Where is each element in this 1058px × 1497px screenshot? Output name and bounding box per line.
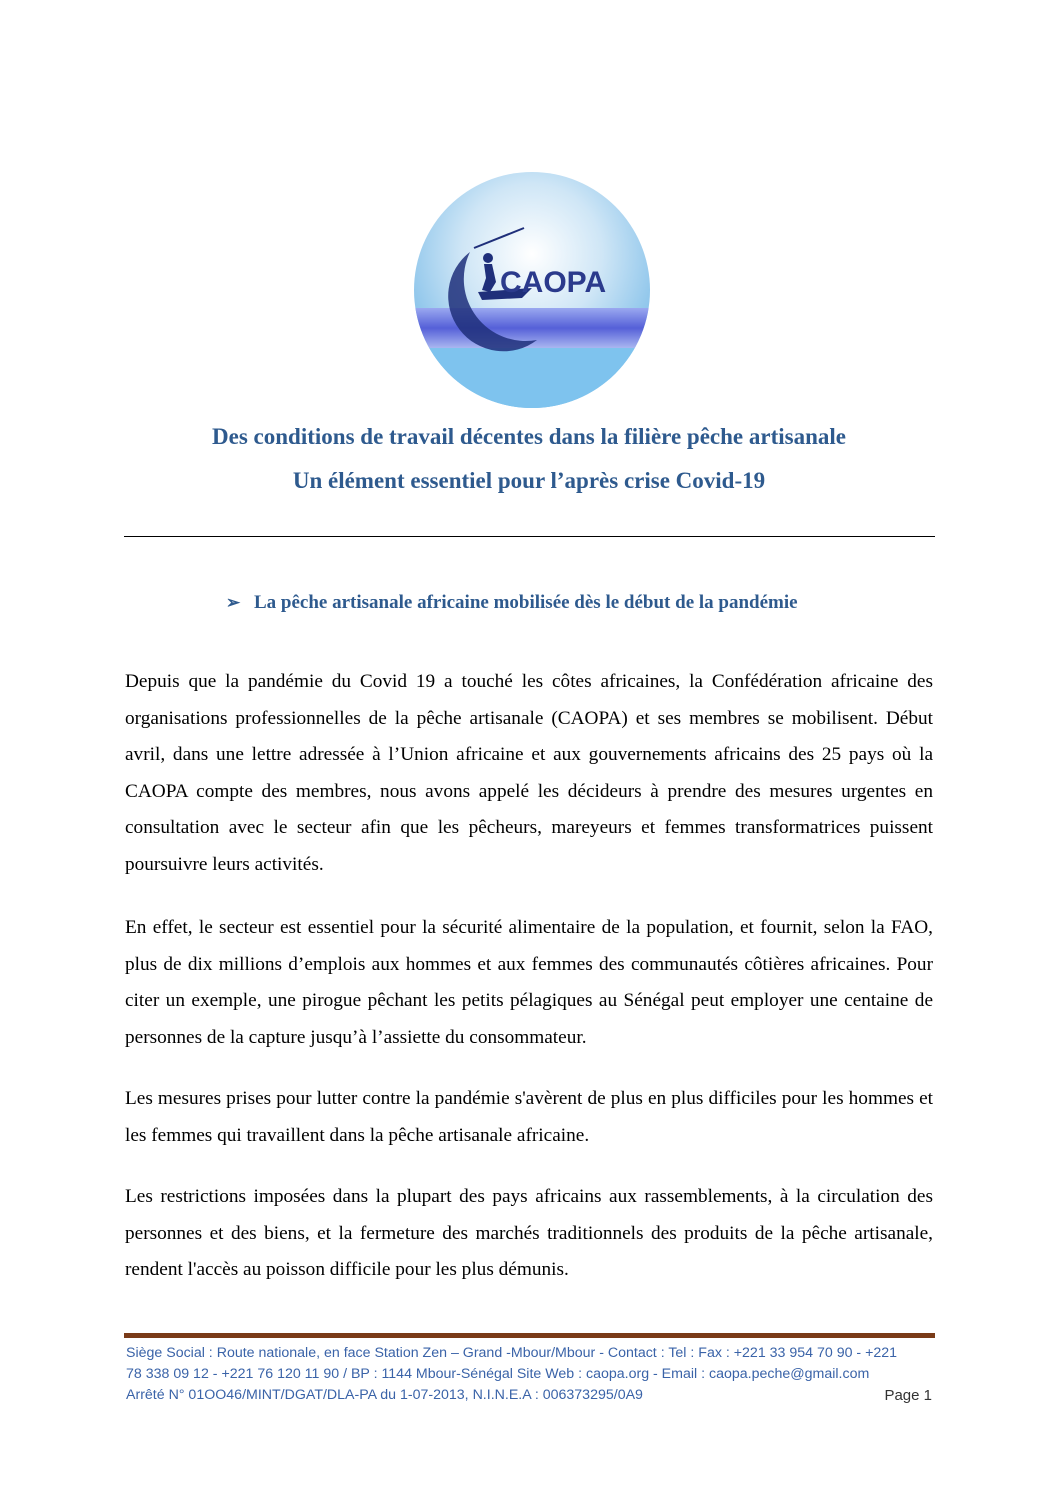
paragraph-4: Les restrictions imposées dans la plupart des pays africains aux rassemblements, à la circulation des personnes et des biens, et la fermeture des marchés traditionnels des produits de la pêche artisanale, rendent l'accès au poisson difficile pour les plus démunis. (125, 1186, 933, 1280)
section-heading (226, 592, 798, 614)
footer-line-2: 78 338 09 12 - +221 76 120 11 90 / BP : 1144 Mbour-Sénégal Site Web : caopa.org - Email : caopa.peche@gmail.com (126, 1366, 870, 1382)
page-number: Page 1 (884, 1387, 932, 1404)
footer-divider (124, 1333, 935, 1338)
arrow-bullet-icon: ➢ (226, 593, 241, 612)
section-heading-text: La pêche artisanale africaine mobilisée dès le début de la pandémie (254, 592, 798, 613)
logo-text: CAOPA (500, 266, 607, 299)
title-divider (124, 536, 935, 537)
document-title-line2: Un élément essentiel pour l’après crise Covid-19 (292, 468, 766, 493)
document-title-line1: Des conditions de travail décentes dans la filière pêche artisanale (212, 424, 846, 449)
footer-line-1: Siège Social : Route nationale, en face Station Zen – Grand -Mbour/Mbour - Contact : Tel : Fax : +221 33 954 70 90 - +221 (126, 1345, 898, 1361)
paragraph-2: En effet, le secteur est essentiel pour la sécurité alimentaire de la population, et fournit, selon la FAO, plus de dix millions d’emplois aux hommes et aux femmes des communautés côtières africaines. Pour citer un exemple, une pirogue pêchant les petits pélagiques au Sénégal peut employer une centaine de personnes de la capture jusqu’à l’assiette du consommateur. (125, 917, 933, 1048)
caopa-logo (412, 170, 652, 410)
footer-line-3: Arrêté N° 01OO46/MINT/DGAT/DLA-PA du 1-07-2013, N.I.N.E.A : 006373295/0A9 (126, 1387, 643, 1403)
paragraph-3: Les mesures prises pour lutter contre la pandémie s'avèrent de plus en plus difficiles pour les hommes et les femmes qui travaillent dans la pêche artisanale africaine. (125, 1088, 933, 1146)
paragraph-1: Depuis que la pandémie du Covid 19 a touché les côtes africaines, la Confédération africaine des organisations professionnelles de la pêche artisanale (CAOPA) et ses membres se mobilisent. Début avril, dans une lettre adressée à l’Union africaine et aux gouvernements africains des 25 pays où la CAOPA compte des membres, nous avons appelé les décideurs à prendre des mesures urgentes en consultation avec le secteur afin que les pêcheurs, mareyeurs et femmes transformatrices puissent poursuivre leurs activités. (125, 671, 933, 875)
